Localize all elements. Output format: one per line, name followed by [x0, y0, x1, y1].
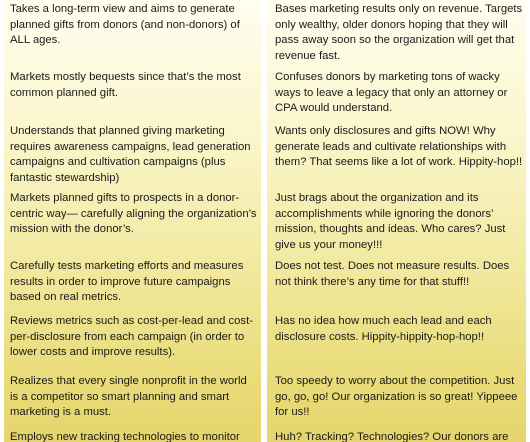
right-cell-2: Confuses donors by marketing tons of wacky ways to leave a legacy that only an attorney or CPA would understand. — [275, 71, 508, 115]
right-cell-7: Too speedy to worry about the competition. Just go, go, go! Our organization is so great! Yippeee for us!! — [275, 375, 518, 419]
right-cell-4: Just brags about the organization and its accomplishments while ignoring the donors’ mission, thoughts and ideas. Who cares? Just give us your money!!! — [275, 192, 506, 251]
right-cell-6: Has no idea how much each lead and each disclosure costs. Hippity-hippity-hop-hop!! — [275, 315, 492, 343]
left-cell-8: Employs new tracking technologies to monitor — [10, 431, 240, 442]
right-cell-1: Bases marketing results only on revenue. Targets only wealthy, older donors hoping that they will pass away soon so the organization will get that revenue fast. — [275, 3, 523, 62]
left-column — [4, 0, 261, 442]
right-column — [267, 0, 526, 442]
left-cell-6: Reviews metrics such as cost-per-lead and cost-per-disclosure from each campaign (in order to lower costs and improve results). — [10, 315, 253, 359]
left-cell-2: Markets mostly bequests since that’s the most common planned gift. — [10, 71, 241, 99]
left-cell-5: Carefully tests marketing efforts and measures results in order to improve future campaigns based on real metrics. — [10, 260, 244, 304]
comparison-table — [4, 0, 526, 442]
right-cell-3: Wants only disclosures and gifts NOW! Why generate leads and cultivate relationships with them? That seems like a lot of work. Hippity-hop!! — [275, 125, 523, 169]
left-cell-4: Markets planned gifts to prospects in a donor-centric way— carefully aligning the organization’s mission with the donor’s. — [10, 192, 257, 236]
left-cell-1: Takes a long-term view and aims to generate planned gifts from donors (and non-donors) of ALL ages. — [10, 3, 240, 47]
left-cell-7: Realizes that every single nonprofit in the world is a competitor so smart planning and smart marketing is a must. — [10, 375, 247, 419]
right-cell-8: Huh? Tracking? Technologies? Our donors are — [275, 431, 509, 442]
right-cell-5: Does not test. Does not measure results. Does not think there’s any time for that stuff!! — [275, 260, 510, 288]
left-cell-3: Understands that planned giving marketing requires awareness campaigns, lead generation campaigns and cultivation campaigns (plus fantastic stewardship) — [10, 125, 251, 184]
